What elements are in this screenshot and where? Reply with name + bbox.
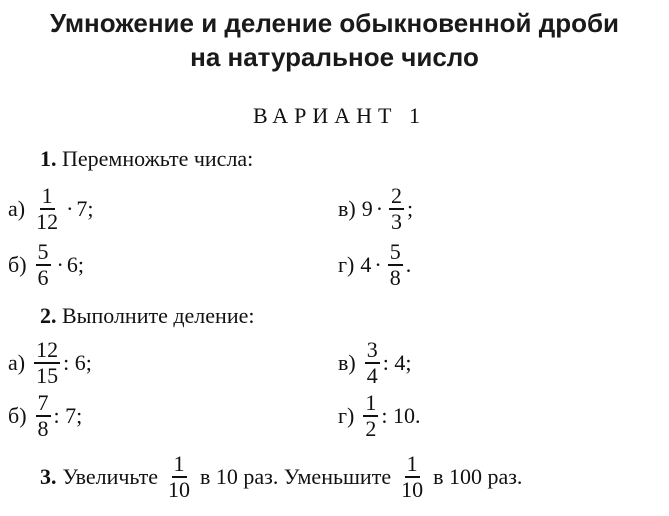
- fraction: [365, 338, 380, 388]
- operator: ·: [374, 252, 382, 277]
- task2-number: 2.: [40, 303, 57, 328]
- item-tail: 6;: [66, 252, 84, 277]
- item-tail: : 4;: [382, 350, 412, 375]
- item-label: а): [8, 196, 26, 221]
- operator: ·: [56, 252, 64, 277]
- item-tail: : 7;: [53, 403, 83, 428]
- task2-text: Выполните деление:: [62, 303, 255, 328]
- title-line-1: Умножение и деление обыкновенной дроби: [49, 8, 620, 38]
- variant-heading: ВАРИАНТ 1: [252, 103, 426, 128]
- task1-number: 1.: [40, 146, 57, 171]
- item-tail: ;: [407, 196, 414, 221]
- operator: ·: [375, 196, 384, 221]
- numerator: 1: [365, 390, 377, 415]
- item-tail: 7;: [76, 196, 94, 221]
- item-label: б): [8, 403, 27, 428]
- numerator: 1: [173, 451, 185, 476]
- task1-heading: [40, 146, 253, 172]
- denominator: 12: [36, 209, 59, 234]
- numerator: 5: [389, 239, 401, 264]
- item-tail: : 6;: [63, 350, 92, 375]
- denominator: 2: [365, 416, 377, 441]
- denominator: 8: [37, 416, 49, 441]
- denominator: 10: [168, 477, 191, 502]
- item-tail: .: [405, 252, 412, 277]
- denominator: 10: [401, 477, 424, 502]
- fraction: [389, 184, 404, 234]
- task2-item-g: [338, 391, 420, 441]
- denominator: 3: [391, 209, 403, 234]
- item-tail: : 10.: [381, 403, 421, 428]
- task3-part1: Увеличьте: [62, 464, 159, 489]
- numerator: 2: [391, 183, 403, 208]
- task1-text: Перемножьте числа:: [62, 146, 254, 171]
- fraction: [399, 452, 425, 502]
- item-label: б): [8, 252, 27, 277]
- numerator: 7: [37, 390, 49, 415]
- task2-item-b: [8, 391, 82, 441]
- item-label: г): [338, 252, 355, 277]
- item-lead: 9: [361, 196, 373, 221]
- fraction: [166, 452, 192, 502]
- numerator: 1: [41, 183, 53, 208]
- title-line-2: на натуральное число: [190, 42, 479, 72]
- operator: ·: [66, 196, 74, 221]
- fraction: [34, 184, 60, 234]
- fraction: [388, 240, 403, 290]
- denominator: 4: [366, 363, 378, 388]
- fraction: [363, 391, 378, 441]
- numerator: 1: [406, 451, 418, 476]
- task1-item-g: [338, 240, 411, 290]
- item-label: г): [338, 403, 355, 428]
- denominator: 15: [36, 363, 59, 388]
- task3-line: [40, 452, 522, 502]
- task2-heading: [40, 303, 254, 329]
- item-label: в): [338, 196, 356, 221]
- task1-item-v: [338, 184, 413, 234]
- task3-part3: в 100 раз.: [433, 464, 523, 489]
- numerator: 3: [366, 337, 378, 362]
- denominator: 6: [37, 265, 49, 290]
- task2-item-v: [338, 338, 411, 388]
- numerator: 12: [36, 337, 59, 362]
- item-label: а): [8, 350, 26, 375]
- denominator: 8: [389, 265, 401, 290]
- numerator: 5: [37, 239, 49, 264]
- fraction: [34, 338, 60, 388]
- task1-item-a: [8, 184, 94, 234]
- fraction: [36, 240, 51, 290]
- task3-number: 3.: [40, 464, 57, 489]
- item-lead: 4: [360, 252, 372, 277]
- item-label: в): [338, 350, 356, 375]
- fraction: [36, 391, 51, 441]
- task3-part2: в 10 раз. Уменьшите: [200, 464, 392, 489]
- task2-item-a: [8, 338, 92, 388]
- task1-item-b: [8, 240, 84, 290]
